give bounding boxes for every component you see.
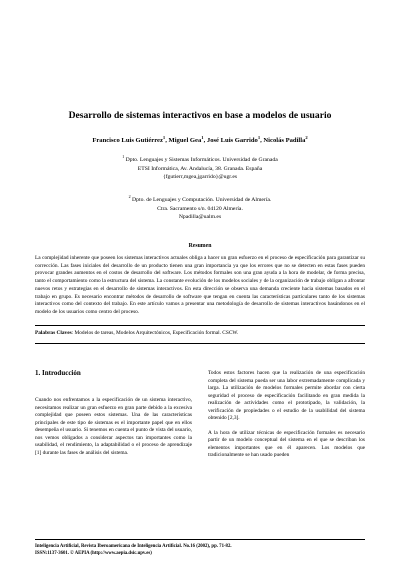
- column-right: [208, 370, 365, 467]
- affil-line: Dpto. Lenguajes y Sistemas Informáticos. Universidad de Granada: [125, 157, 278, 163]
- column-left: [35, 397, 192, 464]
- divider: [35, 343, 365, 344]
- author-list: Francisco Luis Gutiérrez$^1$, Miguel Gea$^1$, José Luis Garrido$^1$, Nicolás Padilla$^2$: [92, 134, 308, 144]
- paper-title: Desarrollo de sistemas interactivos en base a modelos de usuario: [68, 110, 332, 121]
- affiliation-1: [0, 156, 400, 182]
- affil-mark: 2: [128, 194, 131, 200]
- paragraph: A la hora de utilizar técnicas de especificación formales es necesario partir de un modelo conceptual del sistema en el que se describan los elementos importantes que en él aparecen. Los modelos que tradicionalmente se han usado pueden: [208, 429, 365, 458]
- journal-footer: [35, 543, 365, 558]
- abstract-text: La complejidad inherente que poseen los sistemas interactivos actuales obliga a hacer un gran esfuerzo en el proceso de especificación para garantizar su corrección. Las fases iniciales del desarrollo de un producto tienen una gran importancia ya que los errores que no se detecten en estas fases pueden provocar grandes aumentos en el costos de desarrollo del software. Los métodos formales son una gran ayuda a la hora de modelar, de forma precisa, tanto el comportamiento como la estructura del sistema. La constante evolución de los modelos sociales y de la organización de trabajo obligan a afrontar nuevos retos y estrategias en el desarrollo de sistemas interactivos. En esta dirección se observa una demanda creciente hacia sistemas basados en el trabajo en grupo. Es necesario encontrar métodos de desarrollo de software que tengan en cuenta las características particulares tanto de los sistemas interactivos como del contexto del trabajo. En este artículo vamos a presentar una metodología de desarrollo de sistemas interactivos basándonos en el modelo de los usuarios como centro del proceso.: [35, 255, 365, 315]
- author-affil-mark: 2: [305, 134, 308, 140]
- affil-line: Dpto. de Lenguajes y Computación. Universidad de Almería.: [132, 197, 272, 203]
- affiliation-2: [0, 196, 400, 222]
- author-name: Nicolás Padilla: [263, 137, 306, 144]
- divider: [35, 539, 365, 540]
- affil-mark: 1: [122, 154, 125, 160]
- affil-email: Npadilla@ualm.es: [178, 214, 222, 221]
- keywords-text: : Modelos de tareas, Modelos Arquitectónicos, Especificación formal. CSCW.: [71, 330, 239, 336]
- author-name: Miguel Gea: [168, 137, 202, 144]
- affil-line: ETSI Informática, Av. Andalucía, 38. Granada. España: [137, 165, 263, 172]
- paragraph: Cuando nos enfrentamos a la especificación de un sistema interactivo, necesitamos realizar un gran esfuerzo en gran parte debido a la excesiva complejidad que poseen estos sistemas. Una de las características principales de este tipo de sistemas es el importante papel que en ellos desempeña el usuario. Si tenemos en cuenta el punto de vista del usuario, nos vemos obligados a considerar aspectos tan importantes como la usabilidad, el rendimiento, la adaptabilidad o el proceso de aprendizaje [1] durante las fases de análisis del sistema.: [35, 397, 192, 456]
- author-affil-mark: 1: [257, 134, 261, 140]
- paragraph: Todos estos factores hacen que la realización de una especificación completa del sistema pueda ser una labor extremadamente complicada y larga. La utilización de modelos formales permite abordar con cierta seguridad el proceso de especificación facilitando en gran medida la realización de actividades como el prototipado, la validación, la verificación de propiedades o el estudio de la usabilidad del sistema obtenido [2,3].: [208, 370, 365, 421]
- journal-issn: ISSN:1137-3601. © AEPIA (http://www.aepia.dsic.upv.es): [35, 551, 152, 557]
- affil-email: {fgutierr,mgea,jgarrido}@ugr.es: [162, 174, 238, 181]
- keywords-label: Palabras Claves: [35, 330, 72, 336]
- section-heading: 1. Introducción: [35, 369, 81, 377]
- abstract-heading: Resumen: [188, 243, 212, 249]
- divider: [35, 325, 365, 326]
- keywords: [35, 330, 365, 336]
- author-affil-mark: 1: [201, 134, 204, 140]
- author-affil-mark: 1: [162, 134, 166, 140]
- author-name: Francisco Luis Gutiérrez: [92, 137, 163, 144]
- author-name: José Luis Garrido: [206, 137, 258, 144]
- journal-citation: Inteligencia Artificial, Revista Iberoamericana de Inteligencia Artificial. No.16 (2002), pp. 71-82.: [35, 544, 232, 549]
- affil-line: Ctra. Sacramento s/n. 04120 Almería.: [157, 205, 243, 212]
